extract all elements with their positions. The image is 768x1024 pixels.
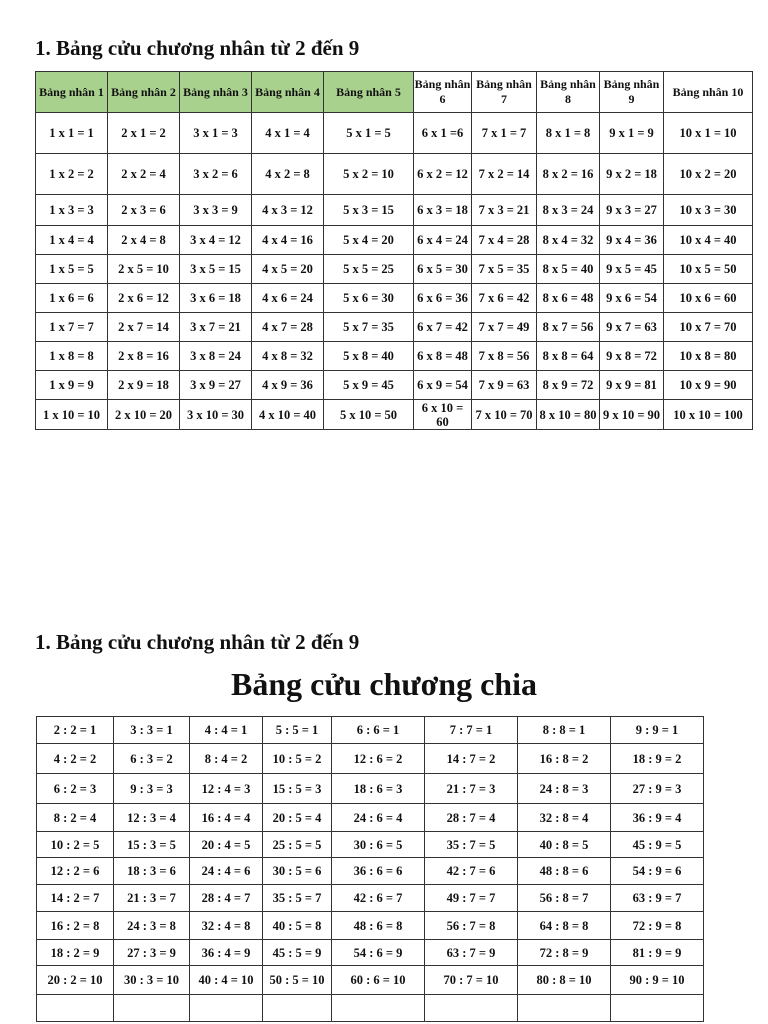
table-cell: 40 : 4 = 10: [190, 966, 263, 995]
table-cell: 48 : 8 = 6: [518, 858, 611, 885]
table-cell: 2 x 1 = 2: [108, 113, 180, 154]
table-row: [36, 255, 753, 284]
table-cell: 7 x 10 = 70: [472, 400, 537, 430]
table-cell: 7 x 6 = 42: [472, 284, 537, 313]
table-cell: 72 : 9 = 8: [611, 912, 704, 940]
table-cell: 3 x 2 = 6: [180, 154, 252, 195]
table-cell: 3 x 9 = 27: [180, 371, 252, 400]
table-cell: 5 x 9 = 45: [324, 371, 414, 400]
table-cell: 63 : 9 = 7: [611, 885, 704, 912]
table-cell: 5 : 5 = 1: [263, 717, 332, 744]
table-row: [36, 342, 753, 371]
header-cell: Bảng nhân 4: [252, 72, 324, 113]
table-cell: 8 x 1 = 8: [537, 113, 600, 154]
table-cell: [114, 995, 190, 1022]
table-row: [37, 804, 704, 832]
table-cell: [263, 995, 332, 1022]
section-heading-repeat: 1. Bảng cửu chương nhân từ 2 đến 9: [35, 630, 360, 654]
table-cell: 4 x 7 = 28: [252, 313, 324, 342]
table-cell: 8 x 8 = 64: [537, 342, 600, 371]
table-cell: 8 x 7 = 56: [537, 313, 600, 342]
table-cell: 9 x 9 = 81: [600, 371, 664, 400]
table-cell: 45 : 9 = 5: [611, 832, 704, 858]
table-cell: 6 x 10 = 60: [414, 400, 472, 430]
table-cell: 1 x 6 = 6: [36, 284, 108, 313]
table-cell: 1 x 1 = 1: [36, 113, 108, 154]
table-cell: 27 : 9 = 3: [611, 774, 704, 804]
table-cell: 35 : 5 = 7: [263, 885, 332, 912]
table-cell: 63 : 7 = 9: [425, 940, 518, 966]
header-cell: Bảng nhân 3: [180, 72, 252, 113]
table-cell: 24 : 4 = 6: [190, 858, 263, 885]
table-cell: 1 x 10 = 10: [36, 400, 108, 430]
table-cell: 24 : 8 = 3: [518, 774, 611, 804]
table-cell: 8 x 2 = 16: [537, 154, 600, 195]
table-cell: [425, 995, 518, 1022]
table-row: [37, 995, 704, 1022]
table-row: [37, 832, 704, 858]
table-row: [37, 744, 704, 774]
table-cell: 14 : 7 = 2: [425, 744, 518, 774]
multiplication-header-row: [36, 72, 753, 113]
table-cell: 9 x 4 = 36: [600, 226, 664, 255]
table-cell: 2 x 8 = 16: [108, 342, 180, 371]
table-cell: 9 x 2 = 18: [600, 154, 664, 195]
table-cell: 18 : 3 = 6: [114, 858, 190, 885]
table-cell: 2 x 4 = 8: [108, 226, 180, 255]
table-cell: 30 : 5 = 6: [263, 858, 332, 885]
table-cell: 81 : 9 = 9: [611, 940, 704, 966]
header-cell: Bảng nhân 1: [36, 72, 108, 113]
table-cell: 8 : 4 = 2: [190, 744, 263, 774]
table-cell: 48 : 6 = 8: [332, 912, 425, 940]
table-cell: 8 x 3 = 24: [537, 195, 600, 226]
table-cell: 2 x 9 = 18: [108, 371, 180, 400]
table-row: [37, 940, 704, 966]
table-row: [36, 195, 753, 226]
table-cell: [611, 995, 704, 1022]
section-heading-multiplication: 1. Bảng cửu chương nhân từ 2 đến 9: [35, 36, 360, 60]
table-cell: 3 x 5 = 15: [180, 255, 252, 284]
table-cell: 28 : 4 = 7: [190, 885, 263, 912]
table-row: [36, 113, 753, 154]
table-cell: 15 : 5 = 3: [263, 774, 332, 804]
table-row: [37, 858, 704, 885]
table-cell: 9 x 8 = 72: [600, 342, 664, 371]
table-row: [37, 774, 704, 804]
table-cell: 14 : 2 = 7: [37, 885, 114, 912]
table-cell: 60 : 6 = 10: [332, 966, 425, 995]
table-cell: 20 : 4 = 5: [190, 832, 263, 858]
table-cell: 21 : 7 = 3: [425, 774, 518, 804]
table-cell: 10 x 10 = 100: [664, 400, 753, 430]
table-cell: 4 x 10 = 40: [252, 400, 324, 430]
table-cell: 12 : 4 = 3: [190, 774, 263, 804]
table-cell: 32 : 8 = 4: [518, 804, 611, 832]
table-cell: 10 : 2 = 5: [37, 832, 114, 858]
table-cell: 42 : 6 = 7: [332, 885, 425, 912]
table-cell: 9 : 3 = 3: [114, 774, 190, 804]
table-cell: [190, 995, 263, 1022]
table-cell: 6 x 5 = 30: [414, 255, 472, 284]
table-cell: 36 : 4 = 9: [190, 940, 263, 966]
table-cell: 7 x 5 = 35: [472, 255, 537, 284]
table-row: [36, 371, 753, 400]
table-cell: 35 : 7 = 5: [425, 832, 518, 858]
table-cell: 21 : 3 = 7: [114, 885, 190, 912]
table-cell: 5 x 5 = 25: [324, 255, 414, 284]
table-cell: 10 x 9 = 90: [664, 371, 753, 400]
table-cell: 20 : 2 = 10: [37, 966, 114, 995]
table-cell: 6 x 8 = 48: [414, 342, 472, 371]
table-cell: 28 : 7 = 4: [425, 804, 518, 832]
table-cell: 8 x 4 = 32: [537, 226, 600, 255]
table-cell: 16 : 4 = 4: [190, 804, 263, 832]
table-cell: 2 x 5 = 10: [108, 255, 180, 284]
table-cell: 42 : 7 = 6: [425, 858, 518, 885]
table-cell: 40 : 5 = 8: [263, 912, 332, 940]
table-cell: 4 x 5 = 20: [252, 255, 324, 284]
table-cell: 3 x 4 = 12: [180, 226, 252, 255]
table-cell: 9 x 5 = 45: [600, 255, 664, 284]
table-cell: 2 x 3 = 6: [108, 195, 180, 226]
table-cell: 8 x 9 = 72: [537, 371, 600, 400]
table-cell: 6 x 3 = 18: [414, 195, 472, 226]
table-cell: 5 x 4 = 20: [324, 226, 414, 255]
table-cell: 5 x 6 = 30: [324, 284, 414, 313]
table-cell: 5 x 8 = 40: [324, 342, 414, 371]
table-cell: 90 : 9 = 10: [611, 966, 704, 995]
table-cell: 70 : 7 = 10: [425, 966, 518, 995]
table-cell: 30 : 3 = 10: [114, 966, 190, 995]
table-cell: 2 : 2 = 1: [37, 717, 114, 744]
table-cell: [332, 995, 425, 1022]
table-cell: 18 : 2 = 9: [37, 940, 114, 966]
table-cell: 4 x 4 = 16: [252, 226, 324, 255]
table-cell: 7 x 9 = 63: [472, 371, 537, 400]
header-cell: Bảng nhân 8: [537, 72, 600, 113]
table-cell: 12 : 3 = 4: [114, 804, 190, 832]
table-cell: 1 x 4 = 4: [36, 226, 108, 255]
table-cell: 9 x 3 = 27: [600, 195, 664, 226]
table-cell: 7 x 4 = 28: [472, 226, 537, 255]
table-cell: 50 : 5 = 10: [263, 966, 332, 995]
table-cell: 9 : 9 = 1: [611, 717, 704, 744]
table-row: [36, 154, 753, 195]
table-cell: 7 : 7 = 1: [425, 717, 518, 744]
table-cell: 3 x 7 = 21: [180, 313, 252, 342]
table-cell: 80 : 8 = 10: [518, 966, 611, 995]
table-cell: 1 x 3 = 3: [36, 195, 108, 226]
table-cell: 7 x 1 = 7: [472, 113, 537, 154]
table-cell: 5 x 2 = 10: [324, 154, 414, 195]
table-cell: 7 x 2 = 14: [472, 154, 537, 195]
table-cell: 7 x 3 = 21: [472, 195, 537, 226]
table-cell: [37, 995, 114, 1022]
table-row: [36, 226, 753, 255]
table-cell: 16 : 2 = 8: [37, 912, 114, 940]
table-cell: 7 x 7 = 49: [472, 313, 537, 342]
table-cell: 9 x 7 = 63: [600, 313, 664, 342]
table-cell: 4 x 9 = 36: [252, 371, 324, 400]
table-cell: 6 x 6 = 36: [414, 284, 472, 313]
table-cell: 1 x 8 = 8: [36, 342, 108, 371]
table-cell: [518, 995, 611, 1022]
table-cell: 12 : 6 = 2: [332, 744, 425, 774]
table-cell: 10 x 7 = 70: [664, 313, 753, 342]
table-cell: 10 : 5 = 2: [263, 744, 332, 774]
header-cell: Bảng nhân 6: [414, 72, 472, 113]
table-cell: 18 : 9 = 2: [611, 744, 704, 774]
table-cell: 4 x 2 = 8: [252, 154, 324, 195]
table-cell: 5 x 7 = 35: [324, 313, 414, 342]
table-cell: 56 : 7 = 8: [425, 912, 518, 940]
table-cell: 24 : 3 = 8: [114, 912, 190, 940]
table-cell: 32 : 4 = 8: [190, 912, 263, 940]
table-cell: 6 : 3 = 2: [114, 744, 190, 774]
table-row: [37, 912, 704, 940]
table-cell: 45 : 5 = 9: [263, 940, 332, 966]
table-cell: 7 x 8 = 56: [472, 342, 537, 371]
table-cell: 6 x 9 = 54: [414, 371, 472, 400]
table-cell: 8 x 6 = 48: [537, 284, 600, 313]
table-cell: 6 : 6 = 1: [332, 717, 425, 744]
table-cell: 10 x 5 = 50: [664, 255, 753, 284]
table-cell: 10 x 4 = 40: [664, 226, 753, 255]
table-cell: 10 x 1 = 10: [664, 113, 753, 154]
table-cell: 72 : 8 = 9: [518, 940, 611, 966]
table-cell: 16 : 8 = 2: [518, 744, 611, 774]
header-cell: Bảng nhân 2: [108, 72, 180, 113]
table-cell: 20 : 5 = 4: [263, 804, 332, 832]
table-cell: 8 : 2 = 4: [37, 804, 114, 832]
table-cell: 1 x 5 = 5: [36, 255, 108, 284]
table-cell: 6 : 2 = 3: [37, 774, 114, 804]
table-cell: 3 x 6 = 18: [180, 284, 252, 313]
table-cell: 3 x 1 = 3: [180, 113, 252, 154]
table-cell: 9 x 1 = 9: [600, 113, 664, 154]
table-cell: 6 x 2 = 12: [414, 154, 472, 195]
table-cell: 10 x 8 = 80: [664, 342, 753, 371]
table-cell: 25 : 5 = 5: [263, 832, 332, 858]
table-cell: 2 x 2 = 4: [108, 154, 180, 195]
table-cell: 5 x 3 = 15: [324, 195, 414, 226]
table-cell: 49 : 7 = 7: [425, 885, 518, 912]
table-cell: 4 x 3 = 12: [252, 195, 324, 226]
header-cell: Bảng nhân 10: [664, 72, 753, 113]
table-cell: 18 : 6 = 3: [332, 774, 425, 804]
table-cell: 2 x 7 = 14: [108, 313, 180, 342]
table-cell: 27 : 3 = 9: [114, 940, 190, 966]
table-cell: 2 x 10 = 20: [108, 400, 180, 430]
table-cell: 4 : 2 = 2: [37, 744, 114, 774]
table-cell: 8 : 8 = 1: [518, 717, 611, 744]
division-table-title: Bảng cửu chương chia: [231, 666, 537, 702]
table-row: [36, 313, 753, 342]
table-cell: 3 : 3 = 1: [114, 717, 190, 744]
table-row: [37, 966, 704, 995]
header-cell: Bảng nhân 7: [472, 72, 537, 113]
table-cell: 6 x 1 =6: [414, 113, 472, 154]
table-cell: 5 x 10 = 50: [324, 400, 414, 430]
table-cell: 64 : 8 = 8: [518, 912, 611, 940]
header-cell: Bảng nhân 9: [600, 72, 664, 113]
table-row: [36, 400, 753, 430]
table-cell: 30 : 6 = 5: [332, 832, 425, 858]
table-cell: 24 : 6 = 4: [332, 804, 425, 832]
table-cell: 4 : 4 = 1: [190, 717, 263, 744]
division-table: [36, 716, 704, 1022]
table-cell: 12 : 2 = 6: [37, 858, 114, 885]
table-cell: 54 : 9 = 6: [611, 858, 704, 885]
table-row: [37, 885, 704, 912]
table-cell: 40 : 8 = 5: [518, 832, 611, 858]
table-cell: 36 : 9 = 4: [611, 804, 704, 832]
table-cell: 9 x 6 = 54: [600, 284, 664, 313]
table-cell: 36 : 6 = 6: [332, 858, 425, 885]
header-cell: Bảng nhân 5: [324, 72, 414, 113]
multiplication-table: [35, 71, 753, 430]
table-cell: 3 x 8 = 24: [180, 342, 252, 371]
table-cell: 4 x 6 = 24: [252, 284, 324, 313]
table-cell: 4 x 8 = 32: [252, 342, 324, 371]
table-row: [37, 717, 704, 744]
table-cell: 1 x 9 = 9: [36, 371, 108, 400]
table-cell: 3 x 10 = 30: [180, 400, 252, 430]
table-cell: 8 x 5 = 40: [537, 255, 600, 284]
table-cell: 6 x 4 = 24: [414, 226, 472, 255]
table-cell: 10 x 3 = 30: [664, 195, 753, 226]
table-cell: 2 x 6 = 12: [108, 284, 180, 313]
table-cell: 1 x 7 = 7: [36, 313, 108, 342]
table-cell: 9 x 10 = 90: [600, 400, 664, 430]
table-cell: 4 x 1 = 4: [252, 113, 324, 154]
table-cell: 10 x 2 = 20: [664, 154, 753, 195]
table-cell: 5 x 1 = 5: [324, 113, 414, 154]
table-cell: 56 : 8 = 7: [518, 885, 611, 912]
table-cell: 1 x 2 = 2: [36, 154, 108, 195]
table-cell: 3 x 3 = 9: [180, 195, 252, 226]
table-cell: 8 x 10 = 80: [537, 400, 600, 430]
table-cell: 6 x 7 = 42: [414, 313, 472, 342]
table-cell: 10 x 6 = 60: [664, 284, 753, 313]
table-row: [36, 284, 753, 313]
table-cell: 15 : 3 = 5: [114, 832, 190, 858]
table-cell: 54 : 6 = 9: [332, 940, 425, 966]
